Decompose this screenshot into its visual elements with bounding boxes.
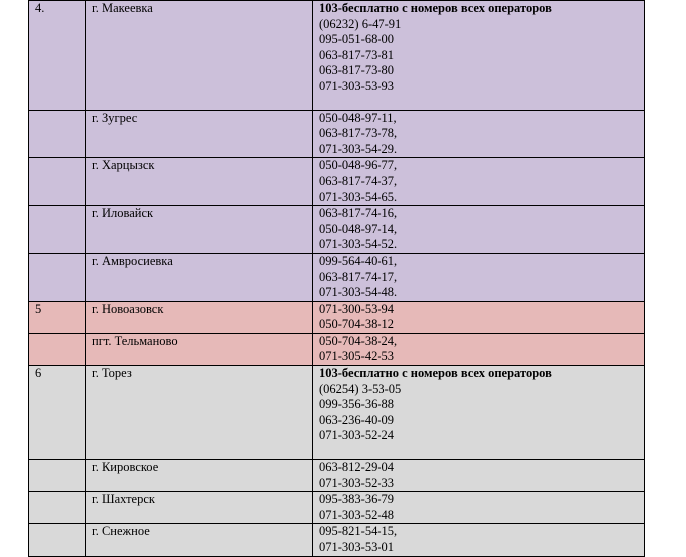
- phones-cell: [313, 158, 645, 206]
- group-number: 4.: [35, 1, 45, 15]
- phones-cell: [313, 253, 645, 301]
- phones-cell: [313, 301, 645, 333]
- table-row: [29, 158, 645, 206]
- phone-number: 071-303-54-29.: [319, 141, 398, 156]
- group-number: 6: [35, 366, 42, 381]
- phone-number: 063-812-29-04: [319, 460, 394, 475]
- city-cell: [86, 253, 313, 301]
- table-row: [29, 206, 645, 254]
- city-cell: [86, 460, 313, 492]
- phones-cell: [313, 1, 645, 111]
- phone-number: 095-383-36-79: [319, 492, 394, 507]
- phone-number: (06254) 3-53-05: [319, 381, 402, 396]
- phones-cell: [313, 492, 645, 524]
- phone-number: 063-817-73-80: [319, 63, 394, 78]
- phone-directory-table: [28, 0, 645, 557]
- table-row: [29, 366, 645, 460]
- city-name: г. Иловайск: [92, 206, 154, 221]
- table-row: [29, 253, 645, 301]
- phone-number: 063-817-73-78,: [319, 126, 398, 141]
- city-cell: [86, 366, 313, 460]
- table-row: [29, 524, 645, 556]
- free-call-note: 103-бесплатно с номеров всех операторов: [319, 366, 552, 381]
- phones-cell: [313, 206, 645, 254]
- free-call-note: 103-бесплатно с номеров всех операторов: [319, 1, 552, 15]
- phone-number: 050-704-38-24,: [319, 333, 398, 348]
- city-cell: [86, 206, 313, 254]
- city-cell: [86, 301, 313, 333]
- phone-number: 063-817-74-37,: [319, 173, 398, 188]
- phone-number: 050-048-96-77,: [319, 158, 398, 173]
- row-number-cell: [29, 253, 86, 301]
- phone-number: 071-303-54-48.: [319, 285, 398, 300]
- phone-number: 099-356-36-88: [319, 397, 394, 412]
- phone-number: 099-564-40-61,: [319, 253, 398, 268]
- phone-number: 095-821-54-15,: [319, 524, 398, 539]
- phone-number: 095-051-68-00: [319, 32, 394, 47]
- phone-number: 063-817-74-16,: [319, 206, 398, 221]
- city-cell: [86, 333, 313, 365]
- row-number-cell: [29, 110, 86, 158]
- city-cell: [86, 158, 313, 206]
- city-name: г. Снежное: [92, 524, 150, 539]
- table-row: [29, 492, 645, 524]
- row-number-cell: [29, 301, 86, 333]
- city-name: г. Макеевка: [92, 1, 153, 15]
- city-name: г. Шахтерск: [92, 492, 155, 507]
- phone-number: 071-303-53-01: [319, 540, 394, 554]
- group-number: 5: [35, 301, 42, 316]
- phone-number: 063-817-74-17,: [319, 269, 398, 284]
- row-number-cell: [29, 333, 86, 365]
- phone-number: 071-303-53-93: [319, 78, 394, 93]
- table-body: [29, 1, 645, 557]
- phone-number: 050-704-38-12: [319, 317, 394, 332]
- city-cell: [86, 524, 313, 556]
- phone-number: 071-303-54-65.: [319, 189, 398, 204]
- city-name: г. Новоазовск: [92, 301, 164, 316]
- row-number-cell: [29, 460, 86, 492]
- phones-cell: [313, 524, 645, 556]
- phone-number: 071-300-53-94: [319, 301, 394, 316]
- phones-cell: [313, 333, 645, 365]
- table-row: [29, 460, 645, 492]
- phone-number: 071-303-52-33: [319, 475, 394, 490]
- phone-number: 071-303-52-48: [319, 507, 394, 522]
- table-row: [29, 301, 645, 333]
- phone-number: 071-305-42-53: [319, 349, 394, 364]
- row-number-cell: [29, 366, 86, 460]
- city-name: пгт. Тельманово: [92, 333, 178, 348]
- city-cell: [86, 110, 313, 158]
- row-number-cell: [29, 1, 86, 111]
- city-name: г. Зугрес: [92, 110, 138, 125]
- city-name: г. Харцызск: [92, 158, 155, 173]
- phones-cell: [313, 366, 645, 460]
- city-cell: [86, 1, 313, 111]
- phone-number: 063-236-40-09: [319, 412, 394, 427]
- row-number-cell: [29, 524, 86, 556]
- city-name: г. Кировское: [92, 460, 159, 475]
- city-name: г. Торез: [92, 366, 132, 381]
- phones-cell: [313, 110, 645, 158]
- phone-number: 071-303-52-24: [319, 428, 394, 443]
- phone-number: 071-303-54-52.: [319, 237, 398, 252]
- phone-number: (06232) 6-47-91: [319, 16, 402, 31]
- table-row: [29, 333, 645, 365]
- phones-cell: [313, 460, 645, 492]
- phone-number: 050-048-97-14,: [319, 221, 398, 236]
- table-row: [29, 110, 645, 158]
- row-number-cell: [29, 158, 86, 206]
- phone-number: 050-048-97-11,: [319, 110, 397, 125]
- table-row: [29, 1, 645, 111]
- phone-number: 063-817-73-81: [319, 47, 394, 62]
- city-name: г. Амвросиевка: [92, 253, 173, 268]
- city-cell: [86, 492, 313, 524]
- row-number-cell: [29, 492, 86, 524]
- row-number-cell: [29, 206, 86, 254]
